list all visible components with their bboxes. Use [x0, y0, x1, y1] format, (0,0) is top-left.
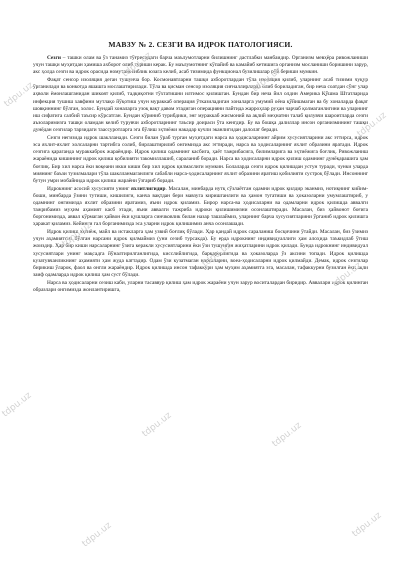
- watermark-text: tdpu.uz: [270, 420, 304, 450]
- paragraph-1-lead-term: Сезги: [47, 55, 61, 61]
- paragraph-6: [33, 280, 368, 294]
- paragraph-5-text: Идрок қилиш эҳтиёж, майл ва истакларга ҳам узвий боғлиқ бўлади. Ҳар қандай идрок сараланиш босқичини ўтайди. Масалан, биз ўзимиз учун аҳамиятсиз бўлган нарсани идрок қилмаймиз (уни сезиб турсакда). Бу ерда идрокнинг индивидуаллиги ҳам алоҳида таъкидлаб ўтиш жоиздир. Ҳар бир киши нарсаларнинг ўзига керакли хусусиятларини ёки ўзи тушунган жиҳатларини идрок қилади. Бунда идрокнинг индивидуал хусусиятлари унинг мақсадга йўналтирилганлигида, кисслийлигида, барқарорлигида ва ҳоказоларда ўз аксини топади. Идрок қилишда кузатувчанликнинг аҳамияти ҳам жуда каттадир. Одам ўзи кузатмаган нарсаларни, воеа-ҳодисаларни идрок қилмайди. Демак, идрок сезгилар бирикиш ўларок, фаол ва онгли жараёндир. Идрок қилишда инсон тафаккури ҳам муҳим аҳамиятга эга, масалан, тафаккурни бузилган ёки ақли заиф одамларда идрок қилиш ҳам суст бўлади.: [33, 229, 368, 279]
- watermark-text: tdpu.uz: [80, 520, 114, 550]
- paragraph-5: [33, 229, 368, 279]
- page-title: МАВЗУ № 2. СЕЗГИ ВА ИДРОК ПАТОЛОГИЯСИ.: [108, 40, 293, 49]
- watermark-text: tdpu.uz: [140, 410, 174, 440]
- paragraph-3: [33, 135, 368, 185]
- watermark-text: tdpu.uz: [350, 510, 384, 540]
- paragraph-2-text: Фақат сенсор изоляция деган тушунча бор. Космонавтларни ташқи ахборотлардан тўла изоляция қилиб, уларнинг асаб тизими чуқур ўрганилади ва конкотда яшашга мослаштирилади. Тўла ва қисман сенсор изоляция сиғналлирларда олиб бориладиган, бир неча соатдан сўнг улар аҳволи ёмонлашганидан шикоят қилиб, тадқиқотни тўхтатишни илтимос қилишган. Бундан бир неча йил олдин Америка Қўшма Штатларида инфекция тушиш хавфини мутлақо йўқотиш учун мураккаб операция ўтказиладиган хоналарга умумий оёна қўйишмаган ва бу хоналарда фақат шовқиннинг бўлган, холос. Бундай хоналарга узоқ вақт давом этадиган операцияни пайтида жарроҳлар руҳан чарчаб қолмаганлигини ва уларнинг иш сифатига салбий таъсир кўрсатган. Бундан кўриниб турибдики, энг мураккаб жисмоний ва ақлий меҳнатни талаб қилувчи шароитларда сезги аъзоларимизга ташқи оламдан келиб турувчи ахборотларнинг таъсир доираси ўта кенгдир. Бу ва бошқа далиллар инсон организмининг ташқи дунёдан сезгилар тарзидаги таассуротларга эга бўлиш эҳтиёжи накадар кучли эканлигидан далолат беради.: [33, 77, 368, 134]
- paragraph-1-text: – ташки олам ва ўз танамиз тўғрисидаги барча маълумотларни билишнинг дастлабки манбаидир. Организм мевҳёра ривожланиши учун ташқи муҳитдан ҳамиша ахборот олиб туриши керак. Бу маълумотнинг кўпайиб ва камайиб кетишига организм мосланиши боришини зарур, акс ҳолда сезги ва идрок орасида номутаносиблик юзага келиб, асаб тизимида функционал бузилишлар рўй бериши мумкин.: [33, 55, 368, 76]
- watermark-text: tdpu.uz: [200, 240, 234, 270]
- paragraph-4-text-after: . Масалан, минбарда нутқ сўзлаётган одамни идрок қилдир эканмиз, нотиқнинг кийим-боши, минбарда ўзини тутиши, кишилиги, канча вақтдан бери мавзуга киришганлиги ва ҳамон тугатиши ва ҳоказоларни умумлаштириб, у одамнинг онгимизда яхлит образини яратамиз, яъни идрок қиламиз. Бирор нарса-ва ҳодисаларни ва одамларни идрок қилишда аввалги тажрибамиз муҳим аҳамият касб этади, яъни аввалги тажриба идроки қилишимизни осонлаштиради. Масалан, биз ҳайвонот боғига боргонимизда, аввал кўрмаган ҳайвон ёки қушларга синчковлик билан назар ташлаймиз, уларнинг барча хусусиятларини ўрганиб идрок қилишга ҳаракат қиламиз. Кейинги гал борганимизда эса уларни идрок қилишимиз анча осонлашади.: [33, 185, 368, 228]
- watermark-text: tdpu.uz: [330, 260, 364, 290]
- paragraph-1: [33, 55, 368, 76]
- watermark-text: tdpu.uz: [2, 80, 36, 110]
- watermark-text: tdpu.uz: [0, 390, 34, 420]
- document-body: [33, 40, 368, 295]
- paragraph-4-bold-term: яхлитлигидир: [131, 185, 166, 192]
- paragraph-4-text: Идрокнинг асосий хусусияти унинг: [47, 185, 132, 192]
- watermark-text: tdpu.uz: [60, 220, 94, 250]
- watermark-text: tdpu.uz: [250, 65, 284, 95]
- paragraph-6-text: Нарса ва ҳодисаларни сезиш каби, уларни тасаввур қилиш ҳам идрок жараёни учун зарур воситалардан биридир. Аввалари идрок қилинган образлари онгимизда жонлантиришга,: [33, 279, 368, 293]
- watermark-text: tdpu.uz: [120, 50, 154, 80]
- paragraph-3-text: Сезги негизида идрок шаклланади. Сезги билан ўраб турган муҳитдаги нарса ва ҳодисаларнинг айрим хусусиятларини акс эттирса, идрок эса яхлит-яхлит холсаларни тартибга солиб, бирлаштирилиб онгимизда акс эттиради, нарса ва ҳодисаларнинг яхлит образини яратади. Идрок сезгига қараганда мураккаброк жараёндир. Идрок қилиш одамнинг касбига, ҳаёт тажрибасига, билимларига ва эҳтиёжига боғлиқ. Ривожланиш жараёнида кишининг идрок қилиш қобилияти такомиллашиб, сараланиб боради. Нарса ва ҳодисаларни идрок қилиш одамнинг дунёқарашига ҳам боғлиқ. Бир хил нарса ёки воқеани икки киши бир хил идрок қилмаслиги мумкин. Болаларда сезги идрок қилишдан устун туради, чунки уларда миянинг баъзи тузилмалари тўла шаклланмаганлиги сабабли нарса-ҳодисаларнинг яхлит образини яратиш қобилияти сустроқ бўлади. Инсоннинг бутун умри мобайнида идрок қилиш жараёни ўзгариб боради.: [33, 134, 368, 184]
- watermark-text: tdpu.uz: [355, 110, 389, 140]
- paragraph-4: [33, 186, 368, 229]
- paragraph-2: [33, 77, 368, 134]
